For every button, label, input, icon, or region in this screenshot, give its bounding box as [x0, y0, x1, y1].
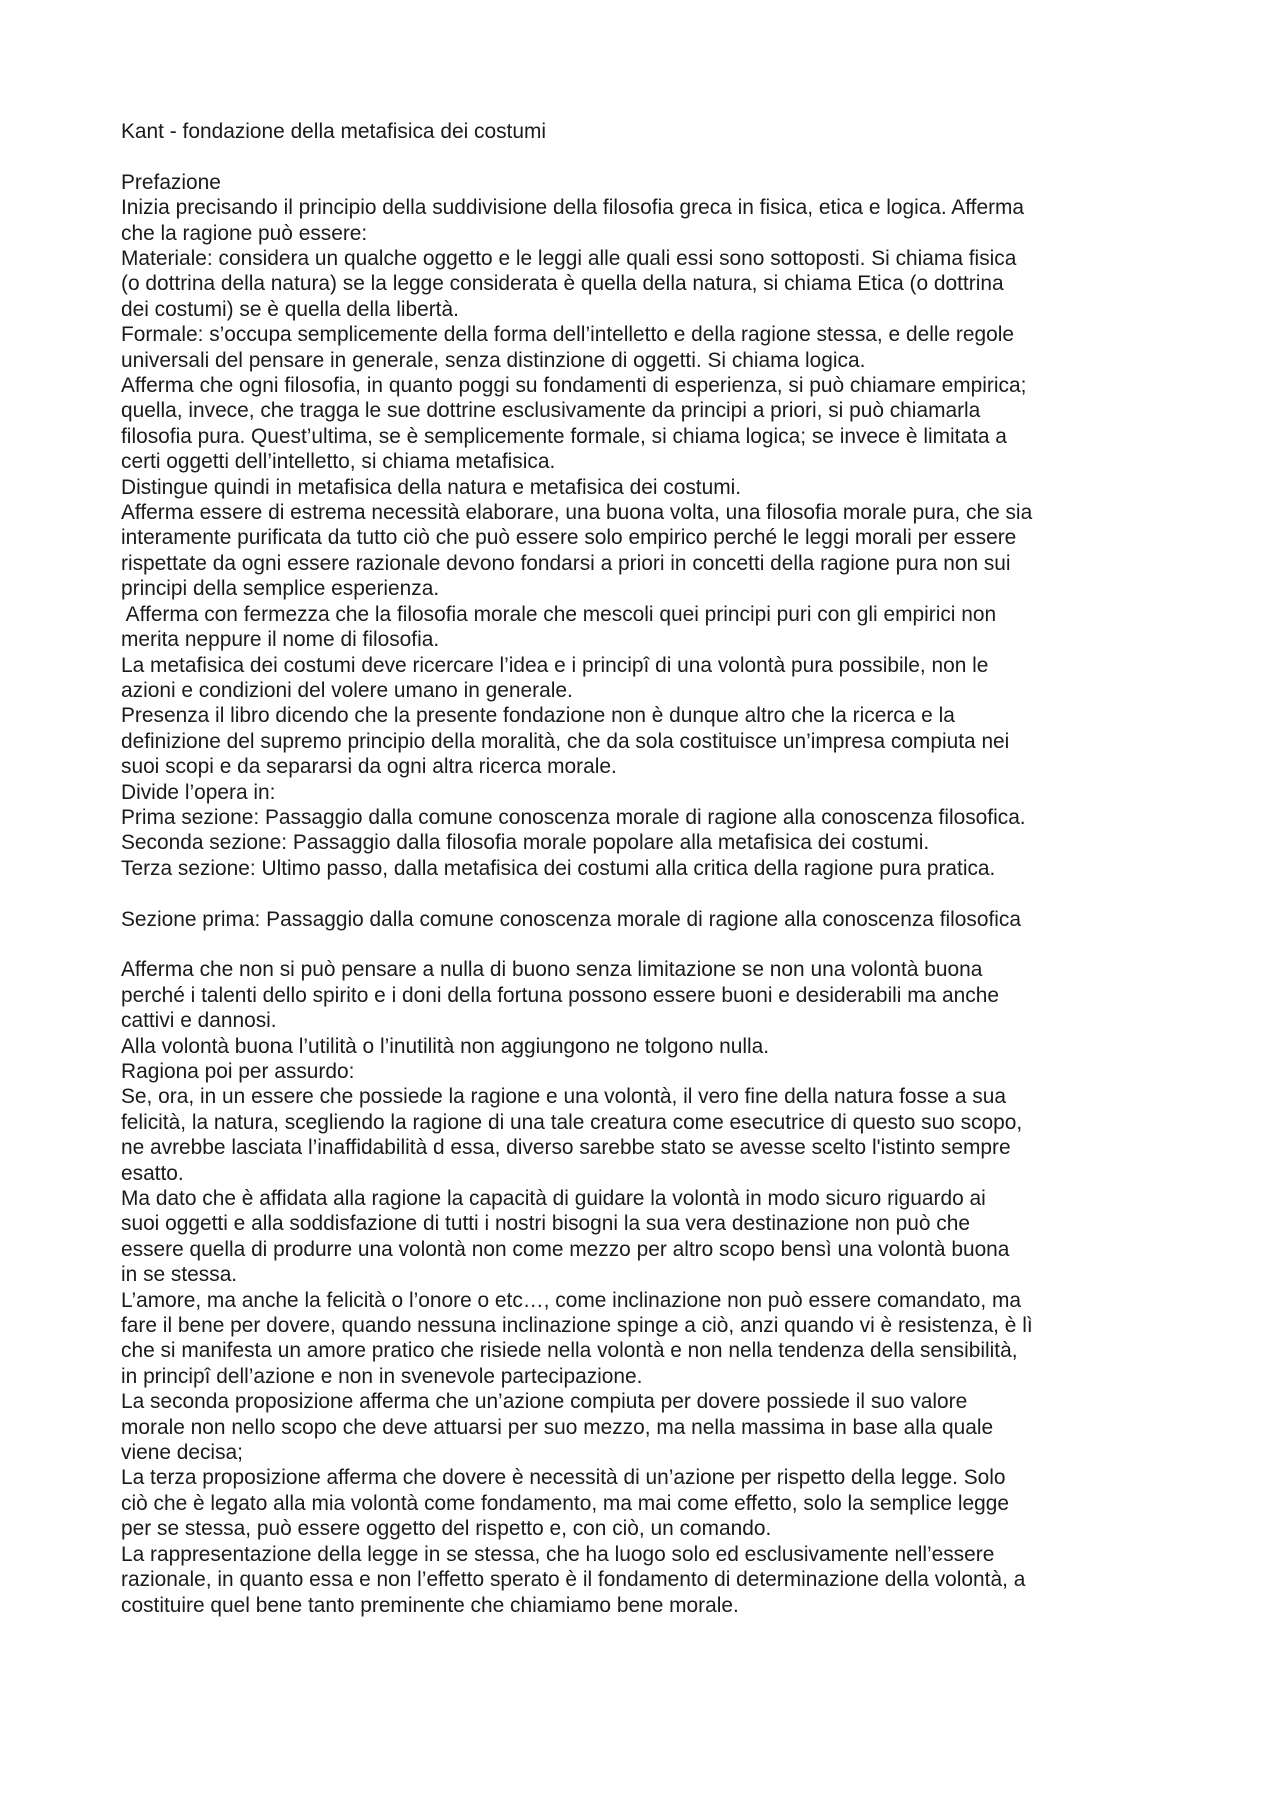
text-line: suoi oggetti e alla soddisfazione di tutti i nostri bisogni la sua vera destinazione non può che [121, 1212, 970, 1236]
text-line: in se stessa. [121, 1263, 238, 1287]
text-line: azioni e condizioni del volere umano in generale. [121, 678, 573, 702]
spacer [121, 932, 1170, 957]
text-line: costituire quel bene tanto preminente che chiamiamo bene morale. [121, 1593, 739, 1617]
text-line: certi oggetti dell’intelletto, si chiama metafisica. [121, 450, 556, 474]
text-line: Afferma essere di estrema necessità elaborare, una buona volta, una filosofia morale pura, che sia [121, 501, 1033, 525]
section-one-body [121, 957, 1170, 1618]
text-line: La seconda proposizione afferma che un’azione compiuta per dovere possiede il suo valore [121, 1390, 968, 1414]
text-line: Formale: s’occupa semplicemente della forma dell’intelletto e della ragione stessa, e delle regole [121, 323, 1014, 347]
text-line: quella, invece, che tragga le sue dottrine esclusivamente da principi a priori, si può chiamarla [121, 399, 981, 423]
spacer [121, 881, 1170, 906]
text-line: per se stessa, può essere oggetto del rispetto e, con ciò, un comando. [121, 1517, 772, 1541]
text-line: Seconda sezione: Passaggio dalla filosofia morale popolare alla metafisica dei costumi. [121, 831, 930, 855]
preface-heading: Prefazione [121, 170, 221, 194]
spacer [121, 144, 1170, 169]
text-line: (o dottrina della natura) se la legge considerata è quella della natura, si chiama Etica (o dottrina [121, 272, 1004, 296]
text-line: filosofia pura. Quest’ultima, se è semplicemente formale, si chiama logica; se invece è limitata a [121, 424, 1007, 448]
text-line: felicità, la natura, scegliendo la ragione di una tale creatura come esecutrice di questo suo scopo, [121, 1110, 1023, 1134]
text-line: cattivi e dannosi. [121, 1009, 277, 1033]
section-one-heading: Sezione prima: Passaggio dalla comune conoscenza morale di ragione alla conoscenza filosofica [121, 907, 1021, 931]
preface-body [121, 195, 1170, 881]
text-line: definizione del supremo principio della moralità, che da sola costituisce un’impresa compiuta nei [121, 729, 1010, 753]
text-line: universali del pensare in generale, senza distinzione di oggetti. Si chiama logica. [121, 348, 866, 372]
document-title: Kant - fondazione della metafisica dei costumi [121, 120, 547, 143]
text-line: Terza sezione: Ultimo passo, dalla metafisica dei costumi alla critica della ragione pura pratica. [121, 856, 996, 880]
text-line: principi della semplice esperienza. [121, 577, 440, 601]
text-line: Alla volontà buona l’utilità o l’inutilità non aggiungono ne tolgono nulla. [121, 1034, 770, 1058]
text-line: Afferma che ogni filosofia, in quanto poggi su fondamenti di esperienza, si può chiamare empirica; [121, 374, 1027, 398]
text-line: dei costumi) se è quella della libertà. [121, 297, 459, 321]
text-line: Divide l’opera in: [121, 780, 276, 804]
text-line: Materiale: considera un qualche oggetto e le leggi alle quali essi sono sottoposti. Si chiama fisica [121, 247, 1017, 271]
text-line: che si manifesta un amore pratico che risiede nella volontà e non nella tendenza della sensibilità, [121, 1339, 1018, 1363]
text-line: L’amore, ma anche la felicità o l’onore o etc…, come inclinazione non può essere comandato, ma [121, 1288, 1021, 1312]
text-line: suoi scopi e da separarsi da ogni altra ricerca morale. [121, 755, 617, 779]
text-line: rispettate da ogni essere razionale devono fondarsi a priori in concetti della ragione pura non sui [121, 551, 1011, 575]
text-line: che la ragione può essere: [121, 221, 368, 245]
text-line: ciò che è legato alla mia volontà come fondamento, ma mai come effetto, solo la semplice legge [121, 1491, 1009, 1515]
text-line: in principî dell’azione e non in svenevole partecipazione. [121, 1364, 643, 1388]
text-line: fare il bene per dovere, quando nessuna inclinazione spinge a ciò, anzi quando vi è resistenza, è lì [121, 1314, 1033, 1338]
text-line: esatto. [121, 1161, 184, 1185]
text-line: La terza proposizione afferma che dovere è necessità di un’azione per rispetto della legge. Solo [121, 1466, 1006, 1490]
text-line: Inizia precisando il principio della suddivisione della filosofia greca in fisica, etica e logica. Afferma [121, 196, 1025, 220]
text-line: Presenza il libro dicendo che la presente fondazione non è dunque altro che la ricerca e la [121, 704, 955, 728]
text-line: La metafisica dei costumi deve ricercare l’idea e i principî di una volontà pura possibile, non le [121, 653, 989, 677]
text-line: Ragiona poi per assurdo: [121, 1059, 355, 1083]
text-line: viene decisa; [121, 1441, 243, 1465]
text-line: Distingue quindi in metafisica della natura e metafisica dei costumi. [121, 475, 742, 499]
text-line: Prima sezione: Passaggio dalla comune conoscenza morale di ragione alla conoscenza filosofica. [121, 805, 1026, 829]
text-line: La rappresentazione della legge in se stessa, che ha luogo solo ed esclusivamente nell’essere [121, 1542, 995, 1566]
text-line: Afferma con fermezza che la filosofia morale che mescoli quei principi puri con gli empirici non [121, 602, 997, 626]
text-line: razionale, in quanto essa e non l’effetto sperato è il fondamento di determinazione della volontà, a [121, 1568, 1026, 1592]
text-line: morale non nello scopo che deve attuarsi per suo mezzo, ma nella massima in base alla quale [121, 1415, 994, 1439]
text-line: ne avrebbe lasciata l’inaffidabilità d essa, diverso sarebbe stato se avesse scelto l'istinto sempre [121, 1136, 1011, 1160]
text-line: merita neppure il nome di filosofia. [121, 628, 440, 652]
text-line: Se, ora, in un essere che possiede la ragione e una volontà, il vero fine della natura fosse a sua [121, 1085, 1006, 1109]
text-line: interamente purificata da tutto ciò che può essere solo empirico perché le leggi morali per essere [121, 526, 1017, 550]
text-line: Ma dato che è affidata alla ragione la capacità di guidare la volontà in modo sicuro riguardo ai [121, 1187, 986, 1211]
text-line: essere quella di produrre una volontà non come mezzo per altro scopo bensì una volontà buona [121, 1237, 1010, 1261]
text-line: perché i talenti dello spirito e i doni della fortuna possono essere buoni e desiderabili ma anche [121, 983, 999, 1007]
text-line: Afferma che non si può pensare a nulla di buono senza limitazione se non una volontà buona [121, 958, 983, 982]
